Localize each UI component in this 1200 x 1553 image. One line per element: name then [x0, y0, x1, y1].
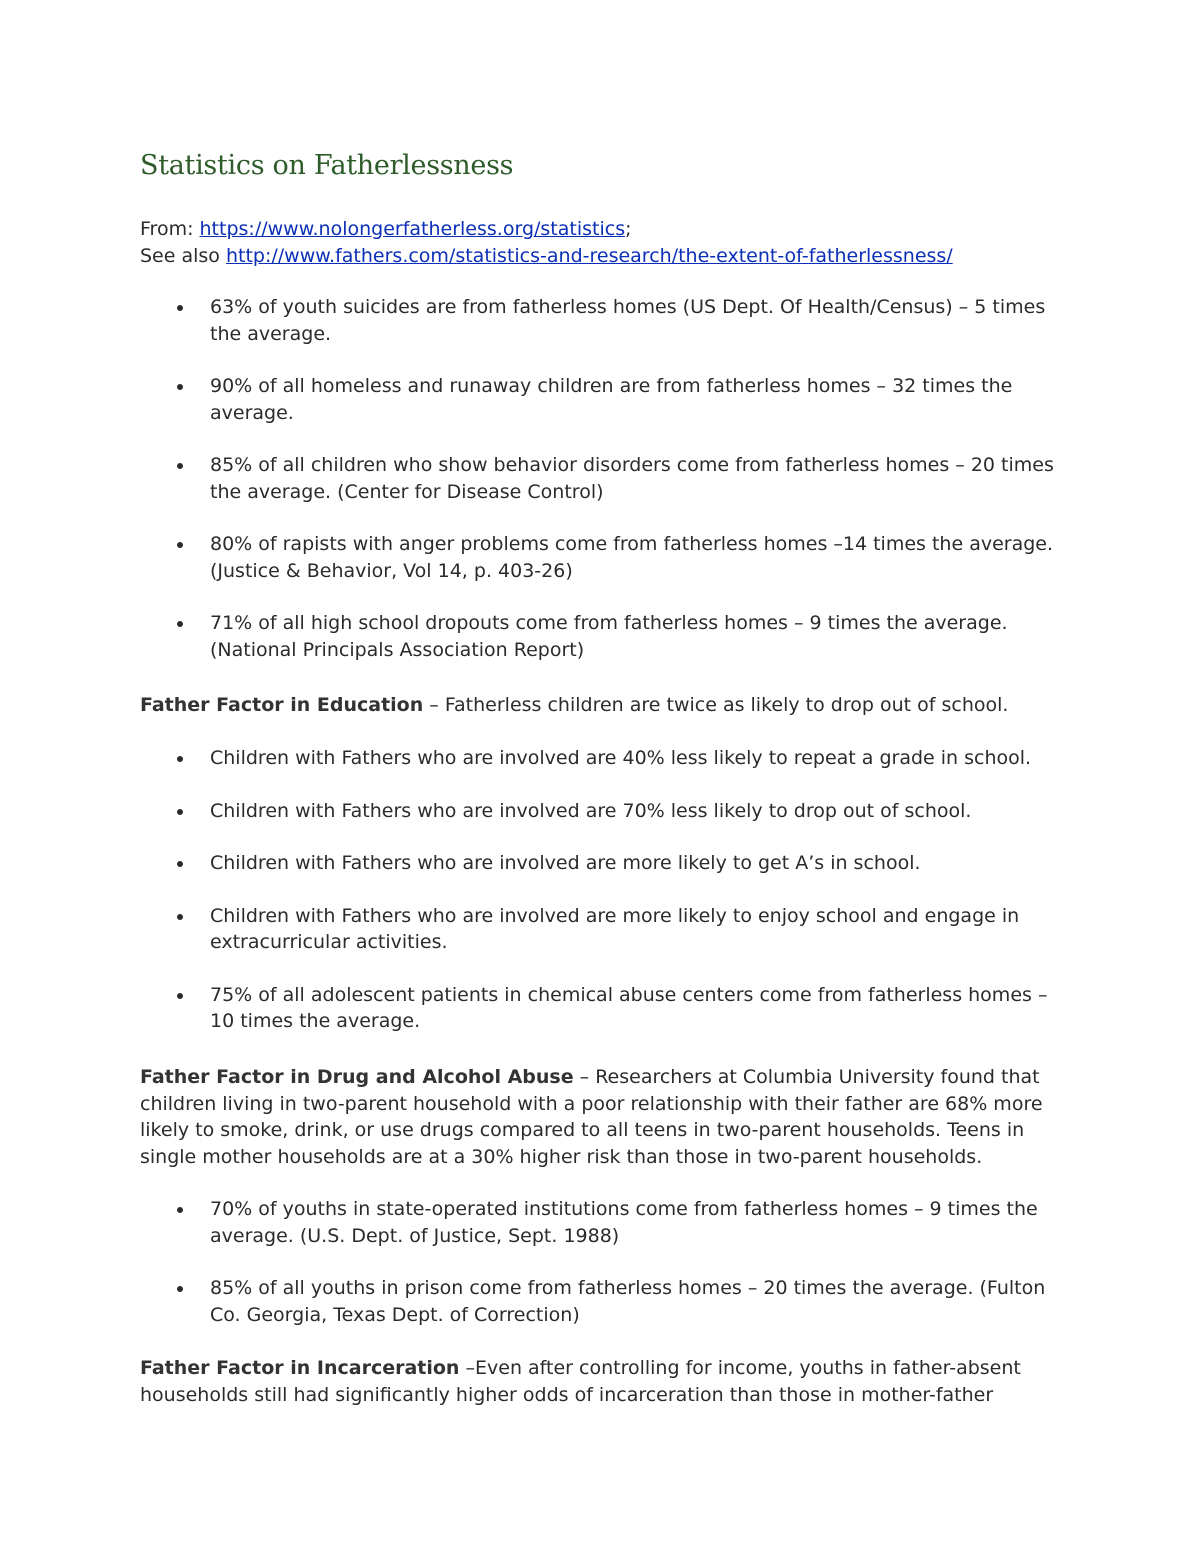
page-title: Statistics on Fatherlessness	[140, 150, 514, 181]
list-item: 71% of all high school dropouts come from fatherless homes – 9 times the average. (National Principals Association Report)	[140, 610, 1065, 663]
from-line	[140, 216, 1065, 243]
list-item: 70% of youths in state-operated institutions come from fatherless homes – 9 times the average. (U.S. Dept. of Justice, Sept. 1988)	[140, 1196, 1065, 1249]
list-item: 63% of youth suicides are from fatherless homes (US Dept. Of Health/Census) – 5 times the average.	[140, 294, 1065, 347]
from-prefix: From:	[140, 218, 200, 240]
list-item: 75% of all adolescent patients in chemical abuse centers come from fatherless homes – 10 times the average.	[140, 982, 1065, 1035]
list-item: 80% of rapists with anger problems come from fatherless homes –14 times the average. (Justice & Behavior, Vol 14, p. 403-26)	[140, 531, 1065, 584]
sources	[140, 216, 1065, 269]
list-item: 85% of all youths in prison come from fatherless homes – 20 times the average. (Fulton Co. Georgia, Texas Dept. of Correction)	[140, 1275, 1065, 1328]
list-item: Children with Fathers who are involved are 40% less likely to repeat a grade in school.	[140, 745, 1065, 772]
list-item: Children with Fathers who are involved are 70% less likely to drop out of school.	[140, 798, 1065, 825]
education-text: – Fatherless children are twice as likely to drop out of school.	[423, 694, 1009, 716]
list-item: 90% of all homeless and runaway children are from fatherless homes – 32 times the average.	[140, 373, 1065, 426]
see-also-line	[140, 243, 1065, 270]
list-item: 85% of all children who show behavior disorders come from fatherless homes – 20 times the average. (Center for Disease Control)	[140, 452, 1065, 505]
incarceration-text: –Even after controlling for income, youths in father-absent households still had significantly higher odds of incarceration than those in mother-father	[140, 1357, 1021, 1406]
list-item: Children with Fathers who are involved are more likely to enjoy school and engage in extracurricular activities.	[140, 903, 1065, 956]
list-item: Children with Fathers who are involved are more likely to get A’s in school.	[140, 850, 1065, 877]
incarceration-heading: Father Factor in Incarceration	[140, 1357, 460, 1379]
education-paragraph	[140, 692, 1065, 719]
drugs-heading: Father Factor in Drug and Alcohol Abuse	[140, 1066, 574, 1088]
see-also-link[interactable]: http://www.fathers.com/statistics-and-research/the-extent-of-fatherlessness/	[225, 244, 953, 267]
statistics-list	[140, 294, 1065, 689]
drugs-text: – Researchers at Columbia University found that children living in two-parent household with a poor relationship with their father are 68% more likely to smoke, drink, or use drugs compared to all teens in two-parent households. Teens in single mother households are at a 30% higher risk than those in two-parent households.	[140, 1066, 1043, 1168]
from-link[interactable]: https://www.nolongerfatherless.org/statistics	[199, 218, 626, 240]
incarceration-paragraph	[140, 1355, 1065, 1408]
see-also-prefix: See also	[140, 244, 226, 267]
drugs-paragraph	[140, 1064, 1065, 1170]
education-list	[140, 745, 1065, 1061]
drugs-list	[140, 1196, 1065, 1354]
education-heading: Father Factor in Education	[140, 694, 424, 716]
from-suffix: ;	[625, 218, 632, 240]
